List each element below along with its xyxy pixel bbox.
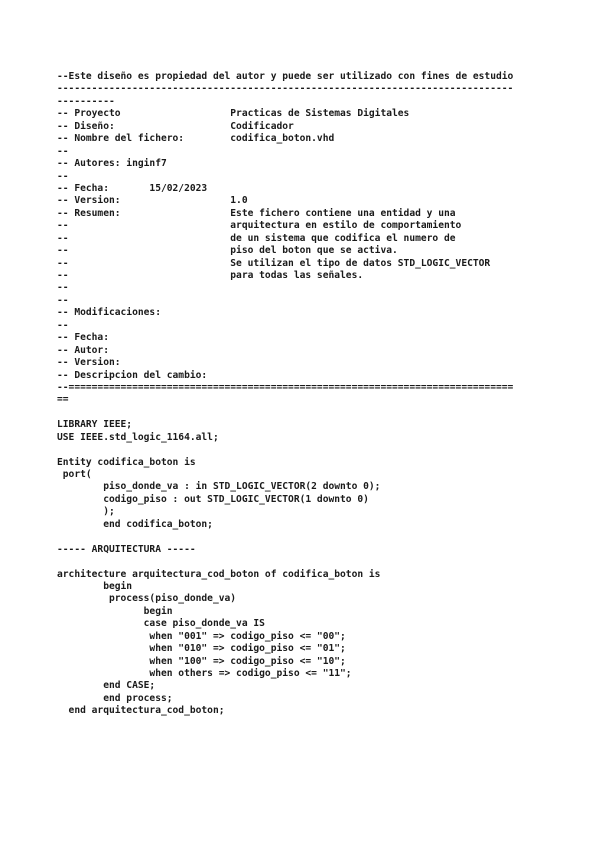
code-line: LIBRARY IEEE; bbox=[57, 419, 133, 431]
code-line: begin bbox=[57, 605, 173, 617]
code-line: -- Fecha: 15/02/2023 bbox=[57, 182, 208, 194]
code-line: -- para todas las señales. bbox=[57, 270, 364, 281]
code-line: -- Resumen: Este fichero contiene una entidad y una bbox=[57, 207, 456, 219]
code-line: -- Version: 1.0 bbox=[57, 195, 248, 207]
code-line: process(piso_donde_va) bbox=[57, 593, 237, 605]
code-line: -- bbox=[57, 145, 69, 157]
code-line: case piso_donde_va IS bbox=[57, 618, 265, 630]
code-line: -- arquitectura en estilo de comportamiento bbox=[57, 220, 462, 232]
code-line bbox=[57, 407, 557, 419]
code-line: -- Modificaciones: bbox=[57, 307, 161, 319]
code-line: USE IEEE.std_logic_1164.all; bbox=[57, 431, 219, 443]
code-line: -- Descripcion del cambio: bbox=[57, 369, 208, 381]
code-line: -- bbox=[57, 282, 69, 294]
code-line: when "100" => codigo_piso <= "10"; bbox=[57, 655, 346, 667]
code-line: architecture arquitectura_cod_boton of codifica_boton is bbox=[57, 568, 381, 580]
code-line: end codifica_boton; bbox=[57, 518, 213, 530]
code-line: -- Version: bbox=[57, 357, 121, 369]
code-line: -- Proyecto Practicas de Sistemas Digitales bbox=[57, 108, 410, 120]
code-line: when others => codigo_piso <= "11"; bbox=[57, 668, 352, 679]
code-line: when "010" => codigo_piso <= "01"; bbox=[57, 643, 346, 655]
code-line: -- Autor: bbox=[57, 344, 109, 356]
code-line: -- Autores: inginf7 bbox=[57, 158, 167, 170]
code-line: -- de un sistema que codifica el numero de bbox=[57, 232, 456, 244]
code-line: -- Fecha: bbox=[57, 332, 109, 344]
code-line: -- Se utilizan el tipo de datos STD_LOGIC_VECTOR bbox=[57, 257, 491, 269]
code-line: when "001" => codigo_piso <= "00"; bbox=[57, 630, 346, 642]
code-line bbox=[57, 531, 557, 543]
code-line: port( bbox=[57, 469, 92, 480]
code-line: -- bbox=[57, 294, 69, 306]
code-line: ----- ARQUITECTURA ----- bbox=[57, 543, 196, 555]
code-line: ------------------------------------------------------------------------------- bbox=[57, 83, 514, 95]
code-line: ---------- bbox=[57, 95, 115, 107]
code-line: --============================================================================= bbox=[57, 381, 514, 393]
code-line: --Este diseño es propiedad del autor y puede ser utilizado con fines de estudio bbox=[57, 71, 514, 82]
code-line: begin bbox=[57, 580, 133, 592]
code-line bbox=[57, 444, 557, 456]
code-line: -- piso del boton que se activa. bbox=[57, 245, 398, 257]
code-line: == bbox=[57, 394, 69, 406]
code-line: -- Diseño: Codificador bbox=[57, 120, 294, 132]
vhdl-code-block bbox=[57, 71, 557, 718]
code-line: codigo_piso : out STD_LOGIC_VECTOR(1 downto 0) bbox=[57, 493, 369, 505]
code-line bbox=[57, 556, 557, 568]
code-line: end process; bbox=[57, 692, 173, 704]
code-line: -- Nombre del fichero: codifica_boton.vhd bbox=[57, 133, 335, 145]
code-line: end arquitectura_cod_boton; bbox=[57, 705, 225, 717]
code-line: Entity codifica_boton is bbox=[57, 456, 196, 468]
code-line: end CASE; bbox=[57, 680, 156, 692]
code-line: -- bbox=[57, 170, 69, 182]
code-line: -- bbox=[57, 319, 69, 331]
code-line: piso_donde_va : in STD_LOGIC_VECTOR(2 downto 0); bbox=[57, 481, 381, 493]
code-line: ); bbox=[57, 506, 115, 518]
